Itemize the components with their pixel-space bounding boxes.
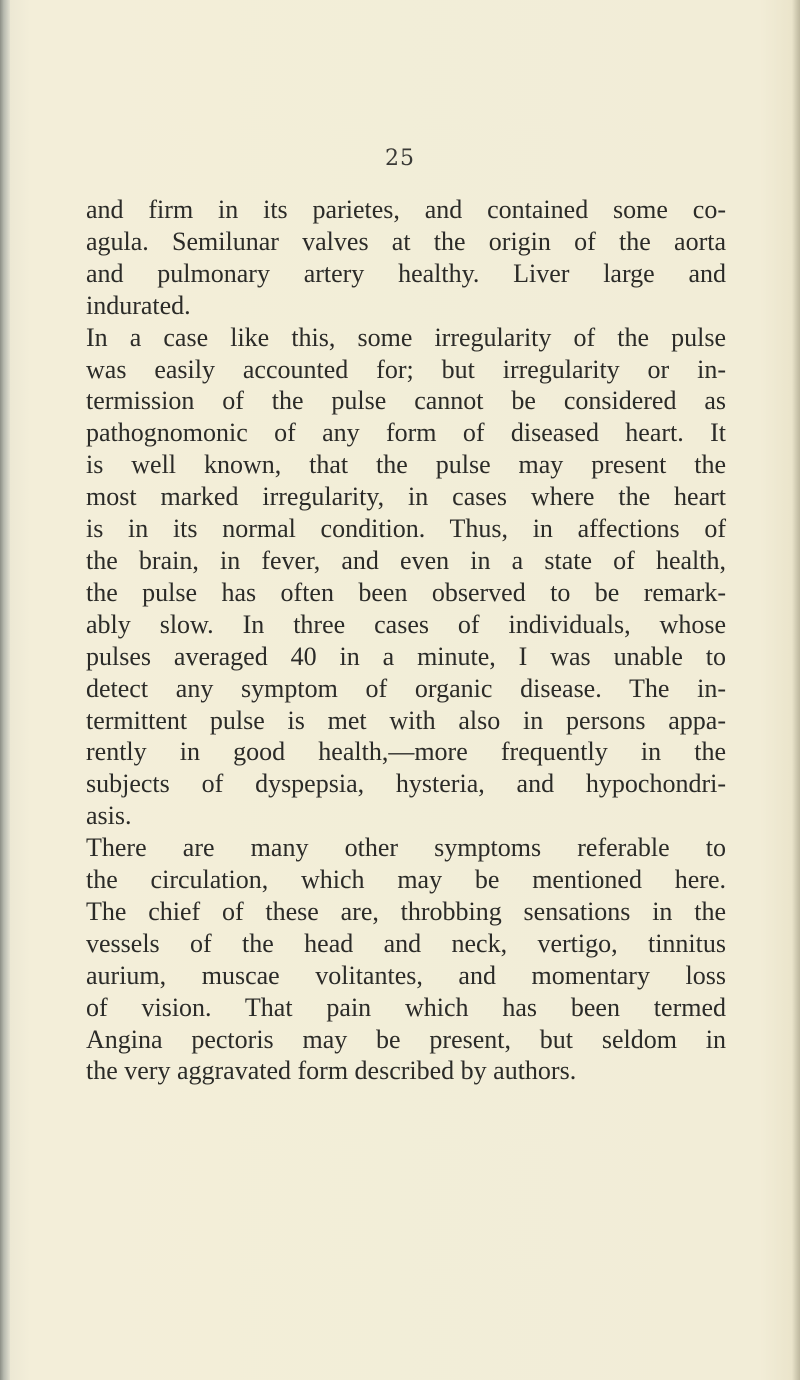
body-text <box>86 194 726 1087</box>
text-line: the brain, in fever, and even in a state of health, <box>86 545 726 575</box>
text-line: termission of the pulse cannot be considered as <box>86 386 726 416</box>
text-line: pulses averaged 40 in a minute, I was unable to <box>86 641 726 671</box>
text-line: In a case like this, some irregularity of the pulse <box>86 322 726 352</box>
text-line: pathognomonic of any form of diseased heart. It <box>86 418 726 448</box>
text-line: The chief of these are, throbbing sensations in the <box>86 896 726 926</box>
text-line: the pulse has often been observed to be remark- <box>86 577 726 607</box>
text-line: rently in good health,—more frequently in the <box>86 737 726 767</box>
text-line: subjects of dyspepsia, hysteria, and hypochondri- <box>86 769 726 799</box>
page-right-edge <box>792 0 800 1380</box>
text-line: is in its normal condition. Thus, in affections of <box>86 514 726 544</box>
text-line: the circulation, which may be mentioned here. <box>86 865 726 895</box>
text-line: is well known, that the pulse may present the <box>86 450 726 480</box>
text-line: of vision. That pain which has been termed <box>86 992 726 1022</box>
text-line: agula. Semilunar valves at the origin of the aorta <box>86 226 726 256</box>
text-line: asis. <box>86 801 132 831</box>
text-line: Angina pectoris may be present, but seldom in <box>86 1024 726 1054</box>
page-number: 25 <box>385 146 415 171</box>
page-binding-edge <box>0 0 10 1380</box>
text-line: detect any symptom of organic disease. The in- <box>86 673 726 703</box>
text-line: ably slow. In three cases of individuals, whose <box>86 609 726 639</box>
text-line: and pulmonary artery healthy. Liver large and <box>86 258 726 288</box>
text-line: indurated. <box>86 290 191 320</box>
text-line: There are many other symptoms referable to <box>86 833 726 863</box>
text-line: vessels of the head and neck, vertigo, tinnitus <box>86 928 726 958</box>
text-line: aurium, muscae volitantes, and momentary loss <box>86 960 726 990</box>
text-line: the very aggravated form described by authors. <box>86 1056 577 1086</box>
text-line: was easily accounted for; but irregularity or in- <box>86 354 726 384</box>
text-line: termittent pulse is met with also in persons appa- <box>86 705 726 735</box>
text-line: and firm in its parietes, and contained some co- <box>86 195 726 224</box>
text-line: most marked irregularity, in cases where the heart <box>86 482 726 512</box>
